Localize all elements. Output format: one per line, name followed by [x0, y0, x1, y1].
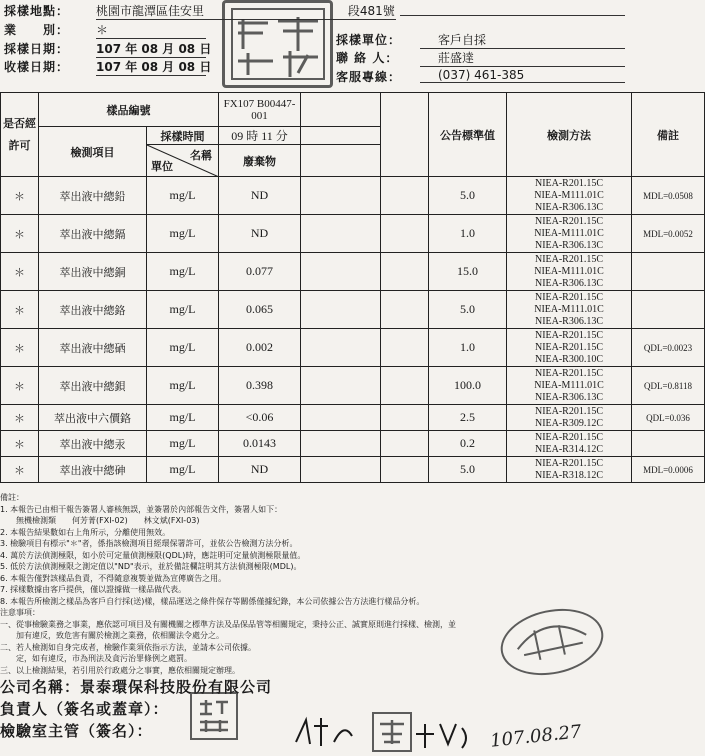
- supervisor-label: 檢驗室主管（簽名）：: [0, 722, 153, 740]
- note-line: 無機檢測類 何芳菁(FXI-02) 林文斌(FXI-03): [0, 516, 200, 525]
- empty-cell: [301, 253, 381, 291]
- item-name: 萃出液中總砷: [39, 457, 147, 483]
- result-value: ND: [219, 457, 301, 483]
- owner-chop-strokes-icon: [194, 696, 234, 736]
- receive-date-value: 107 年 08 月 08 日: [96, 60, 212, 74]
- note-value: MDL=0.0508: [632, 177, 705, 215]
- method-line: NIEA-R201.15C: [534, 457, 604, 469]
- address-label: 採樣地點：: [4, 4, 70, 18]
- method-list: [507, 291, 632, 329]
- col-note-header: 備註: [632, 93, 705, 177]
- unit-value: mg/L: [147, 177, 219, 215]
- method-line: NIEA-R306.13C: [534, 315, 604, 327]
- unit-value: mg/L: [147, 457, 219, 483]
- col-unit-header: 單位: [151, 160, 173, 173]
- standard-value: 0.2: [429, 431, 507, 457]
- method-line: NIEA-R300.10C: [534, 353, 604, 365]
- col-method-header: 檢測方法: [507, 93, 632, 177]
- empty-cell: [381, 329, 429, 367]
- item-name: 萃出液中六價鉻: [39, 405, 147, 431]
- pass-mark: ＊: [1, 291, 39, 329]
- pass-mark: ＊: [1, 367, 39, 405]
- method-line: NIEA-R318.12C: [534, 469, 604, 481]
- address-street: 桃園市龍潭區佳安里: [96, 4, 205, 18]
- empty-cell: [301, 329, 381, 367]
- empty-cell: [301, 93, 381, 127]
- standard-value: 5.0: [429, 291, 507, 329]
- method-line: NIEA-M111.01C: [534, 227, 604, 239]
- pass-mark: ＊: [1, 177, 39, 215]
- note-line: 5. 低於方法偵測極限之測定值以"ND"表示，並於備註欄註明其方法偵測極限(MDL)。: [0, 562, 302, 571]
- certification-seal: [222, 0, 333, 88]
- note-value: QDL=0.8118: [632, 367, 705, 405]
- empty-cell: [381, 177, 429, 215]
- owner-label: 負責人（簽名或蓋章）：: [0, 700, 169, 718]
- item-name: 萃出液中總汞: [39, 431, 147, 457]
- item-name: 萃出液中總鎘: [39, 215, 147, 253]
- method-line: NIEA-R201.15C: [534, 431, 604, 443]
- empty-cell: [381, 93, 429, 177]
- standard-value: 5.0: [429, 457, 507, 483]
- method-line: NIEA-R201.15C: [534, 253, 604, 265]
- receive-date-label: 收樣日期：: [4, 60, 70, 74]
- pass-mark: ＊: [1, 431, 39, 457]
- supervisor-chop: [372, 712, 412, 752]
- empty-cell: [381, 431, 429, 457]
- item-name: 萃出液中總鉻: [39, 291, 147, 329]
- table-row: [1, 329, 705, 367]
- note-value: MDL=0.0052: [632, 215, 705, 253]
- empty-cell: [301, 145, 381, 177]
- empty-cell: [301, 177, 381, 215]
- header-rule: [400, 15, 625, 16]
- standard-value: 1.0: [429, 329, 507, 367]
- unit-value: mg/L: [147, 431, 219, 457]
- col-sample-time-header: 採樣時間: [147, 127, 219, 145]
- empty-cell: [381, 291, 429, 329]
- standard-value: 2.5: [429, 405, 507, 431]
- note-line: 8. 本報告所檢測之樣品為客戶自行採(送)樣，樣品運送之條件保存等關係僅據紀錄，本公司依據公告方法進行樣品分析。: [0, 596, 425, 606]
- note-value: QDL=0.0023: [632, 329, 705, 367]
- method-line: NIEA-R201.15C: [534, 405, 604, 417]
- results-rows: [1, 177, 705, 483]
- note-line: 三、以上檢測結果，若引用於行政處分之事實，應依相關規定辦理。: [0, 665, 240, 675]
- empty-cell: [301, 127, 381, 145]
- result-value: ND: [219, 215, 301, 253]
- contact-value: 莊盛達: [420, 49, 625, 67]
- contact-label: 聯 絡 人：: [336, 51, 399, 65]
- method-line: NIEA-M111.01C: [534, 379, 604, 391]
- sampling-date-value: 107 年 08 月 08 日: [96, 42, 212, 56]
- result-value: 0.065: [219, 291, 301, 329]
- empty-cell: [381, 215, 429, 253]
- sample-name-value: 廢棄物: [219, 145, 301, 177]
- table-row: [1, 253, 705, 291]
- pass-mark: ＊: [1, 457, 39, 483]
- method-line: NIEA-M111.01C: [534, 265, 604, 277]
- sampling-date-label: 採樣日期：: [4, 42, 70, 56]
- note-value: QDL=0.036: [632, 405, 705, 431]
- method-list: [507, 253, 632, 291]
- name-unit-header: [147, 145, 219, 177]
- method-list: [507, 405, 632, 431]
- industry-value: ＊: [96, 21, 206, 39]
- supervisor-signature-2: [412, 714, 482, 754]
- empty-cell: [301, 367, 381, 405]
- method-line: NIEA-R306.13C: [534, 277, 604, 289]
- pass-mark: ＊: [1, 405, 39, 431]
- method-line: NIEA-R309.12C: [534, 417, 604, 429]
- note-line: 二、若人檢測如自身完成者，檢驗作業須依指示方法，並請本公司依據。: [0, 642, 256, 652]
- empty-cell: [301, 291, 381, 329]
- empty-cell: [381, 405, 429, 431]
- unit-value: mg/L: [147, 215, 219, 253]
- method-line: NIEA-M111.01C: [534, 303, 604, 315]
- method-list: [507, 367, 632, 405]
- note-line: 備註：: [0, 493, 24, 502]
- empty-cell: [301, 215, 381, 253]
- table-row: [1, 291, 705, 329]
- unit-value: mg/L: [147, 329, 219, 367]
- industry-label: 業 別：: [4, 23, 70, 37]
- company-name: 景泰環保科技股份有限公司: [80, 678, 273, 696]
- standard-value: 1.0: [429, 215, 507, 253]
- pass-mark: ＊: [1, 329, 39, 367]
- standard-value: 100.0: [429, 367, 507, 405]
- standard-value: 5.0: [429, 177, 507, 215]
- note-line: 6. 本報告僅對該樣品負責，不得隨意複製並做為宣傳廣告之用。: [0, 573, 227, 583]
- method-list: [507, 215, 632, 253]
- seal-strokes-icon: [228, 5, 328, 83]
- note-line: 4. 萬於方法偵測極限，如小於可定量偵測極限(QDL)時，應註明可定量偵測極限量值。: [0, 550, 306, 560]
- results-table: [0, 92, 705, 483]
- empty-cell: [381, 457, 429, 483]
- note-line: 2. 本報告結果數如右上角所示，分離使用無效。: [0, 527, 171, 537]
- empty-cell: [381, 253, 429, 291]
- table-row: [1, 177, 705, 215]
- method-line: NIEA-R306.13C: [534, 391, 604, 403]
- method-line: NIEA-R306.13C: [534, 201, 604, 213]
- table-row: [1, 405, 705, 431]
- note-line: 加有違反，致危害有關於檢測之業務，依相關法令處分之。: [0, 631, 224, 640]
- result-value: 0.0143: [219, 431, 301, 457]
- note-value: [632, 291, 705, 329]
- company-label: 公司名稱：: [0, 678, 81, 696]
- method-list: [507, 457, 632, 483]
- col-item-header: 檢測項目: [39, 127, 147, 177]
- result-value: 0.398: [219, 367, 301, 405]
- method-line: NIEA-R306.13C: [534, 239, 604, 251]
- table-row: [1, 367, 705, 405]
- item-name: 萃出液中總硒: [39, 329, 147, 367]
- col-sample-no-header: 樣品編號: [39, 93, 219, 127]
- item-name: 萃出液中總鉛: [39, 177, 147, 215]
- note-value: MDL=0.0006: [632, 457, 705, 483]
- note-line: 一、從事檢驗業務之事業，應依認可項目及有關機關之標準方法及品保品管等相關規定，秉持公正、誠實原則進行採樣、檢測，並: [0, 619, 456, 629]
- pass-mark: ＊: [1, 215, 39, 253]
- owner-chop: [190, 692, 238, 740]
- col-standard-header: 公告標準值: [429, 93, 507, 177]
- note-value: [632, 431, 705, 457]
- standard-value: 15.0: [429, 253, 507, 291]
- empty-cell: [301, 457, 381, 483]
- sample-no-value: FX107 B00447-001: [219, 93, 301, 127]
- sample-time-value: 09 時 11 分: [219, 127, 301, 145]
- service-value: (037) 461-385: [420, 68, 625, 83]
- result-value: 0.002: [219, 329, 301, 367]
- note-line: 1. 本報告已由相干報告簽署人審核無誤，並簽署於內部報告文件，簽署人如下：: [0, 504, 283, 514]
- method-line: NIEA-R201.15C: [534, 367, 604, 379]
- method-line: NIEA-R201.15C: [534, 291, 604, 303]
- table-row: [1, 457, 705, 483]
- note-line: 定，如有違反，市為刑法及貪污治罪條例之處罰。: [0, 654, 192, 663]
- note-line: 3. 檢驗項目有標示"＊"者，係指該檢測項目經環保署許可，並依公告檢測方法分析。: [0, 539, 298, 548]
- empty-cell: [301, 431, 381, 457]
- method-line: NIEA-R201.15C: [534, 215, 604, 227]
- empty-cell: [381, 367, 429, 405]
- unit-value: mg/L: [147, 367, 219, 405]
- col-pass-header: 是否經許可: [1, 93, 39, 177]
- result-value: 0.077: [219, 253, 301, 291]
- item-name: 萃出液中總鋇: [39, 367, 147, 405]
- item-name: 萃出液中總銅: [39, 253, 147, 291]
- sampling-unit-value: 客戶自採: [420, 31, 625, 49]
- unit-value: mg/L: [147, 405, 219, 431]
- method-line: NIEA-R201.15C: [534, 177, 604, 189]
- unit-value: mg/L: [147, 291, 219, 329]
- note-line: 注意事項：: [0, 608, 40, 617]
- table-row: [1, 215, 705, 253]
- supervisor-signature: [290, 712, 360, 752]
- unit-value: mg/L: [147, 253, 219, 291]
- note-value: [632, 253, 705, 291]
- method-list: [507, 431, 632, 457]
- empty-cell: [301, 405, 381, 431]
- pass-mark: ＊: [1, 253, 39, 291]
- table-row: [1, 431, 705, 457]
- method-line: NIEA-R201.15C: [534, 329, 604, 341]
- address-suffix: 段481號: [347, 4, 395, 18]
- method-line: NIEA-M111.01C: [534, 189, 604, 201]
- supervisor-chop-strokes-icon: [376, 716, 408, 748]
- method-list: [507, 177, 632, 215]
- sampling-unit-label: 採樣單位：: [336, 33, 402, 47]
- col-name-header: 名稱: [190, 149, 212, 162]
- method-line: NIEA-R314.12C: [534, 443, 604, 455]
- note-line: 7. 採樣數據由客戶提供，僅以證據做一樣品做代表。: [0, 585, 187, 594]
- service-label: 客服專線：: [336, 70, 402, 84]
- method-list: [507, 329, 632, 367]
- result-value: ND: [219, 177, 301, 215]
- method-line: NIEA-R201.15C: [534, 341, 604, 353]
- handwritten-date: 107.08.27: [489, 721, 583, 752]
- result-value: <0.06: [219, 405, 301, 431]
